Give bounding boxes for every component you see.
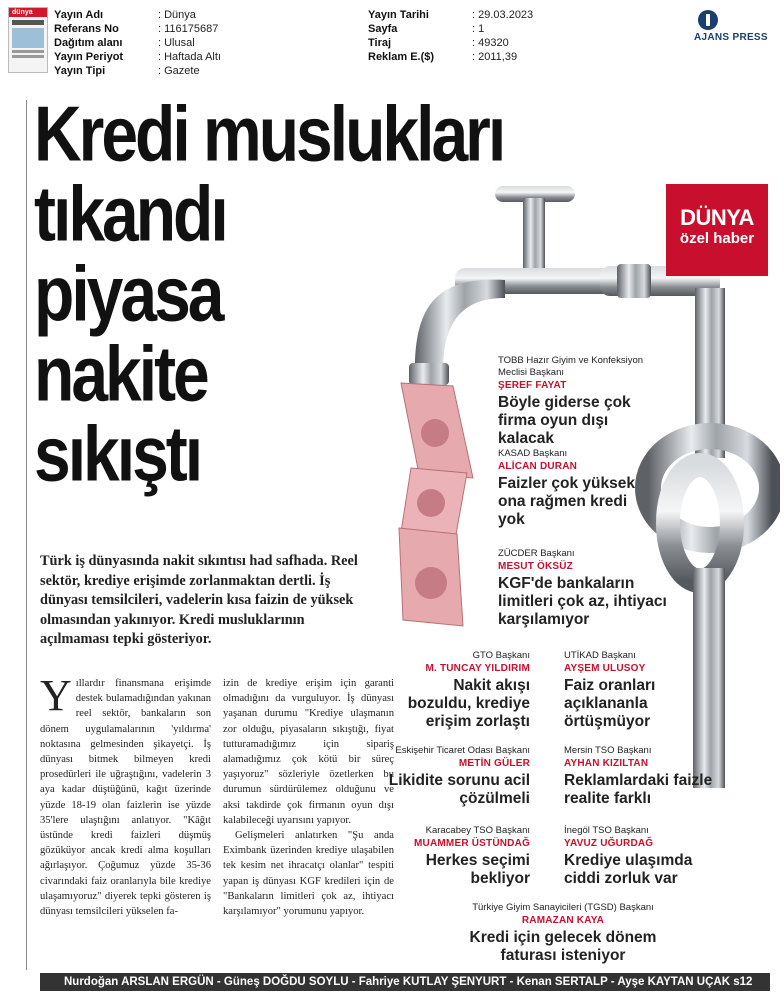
quote-text: Faizler çok yüksek ona rağmen kredi yok bbox=[498, 475, 635, 528]
body-text: izin de krediye erişim için garanti olmadığını da vurguluyor. İş dünyası yaşanan durumu "Krediye ulaşmanın zor olduğu, piyasaların sıkıştığı, fiyat tutturamadığımız için sipariş alamadığımız çok kötü bir süreç yaşıyoruz" sözleriyle özetlerken bu durumun sürdürülemez olduğunu ve aksi takdirde çok firmanın oyun dışı kalabileceği uyarısını yapıyor. bbox=[223, 678, 394, 826]
quote-name: YAVUZ UĞURDAĞ bbox=[564, 838, 654, 849]
quote-block bbox=[498, 448, 648, 529]
quote-org: KASAD Başkanı bbox=[498, 448, 568, 459]
meta-label: Yayın Tarihi bbox=[368, 9, 429, 21]
quote-text: Likidite sorunu acil çözülmeli bbox=[388, 772, 530, 807]
meta-label: Tiraj bbox=[368, 37, 392, 49]
quote-name: ALİCAN DURAN bbox=[498, 461, 578, 472]
quote-block bbox=[564, 650, 714, 731]
quote-block bbox=[392, 825, 530, 888]
meta-label: Dağıtım alanı bbox=[54, 37, 123, 49]
meta-value: : 2011,39 bbox=[472, 51, 518, 63]
quote-text: Herkes seçimi bekliyor bbox=[425, 852, 530, 887]
meta-label: Yayın Periyot bbox=[54, 51, 124, 63]
quote-block bbox=[448, 902, 678, 965]
quote-block bbox=[564, 745, 714, 808]
quote-text: Kredi için gelecek dönem faturası isteniyor bbox=[469, 929, 657, 964]
headline-line: Kredi muslukları bbox=[34, 89, 504, 177]
quote-name: METİN GÜLER bbox=[458, 758, 530, 769]
dunya-ozel-haber-badge: DÜNYA özel haber bbox=[666, 184, 768, 276]
meta-label: Sayfa bbox=[368, 23, 398, 35]
meta-label: Yayın Adı bbox=[54, 9, 104, 21]
lede-paragraph: Türk iş dünyasında nakit sıkıntısı had safhada. Reel sektör, krediye erişimde zorlanmaktan dertli. İş dünyası temsilcileri, vadelerin kısa faizin de yüksek olmasından yakınıyor. Kredi musluklarının açılmaması tepki gösteriyor. bbox=[40, 553, 358, 647]
meta-left bbox=[54, 8, 221, 78]
column-rule bbox=[26, 100, 27, 970]
quote-name: RAMAZAN KAYA bbox=[521, 915, 605, 926]
headline-line: tıkandı bbox=[34, 169, 226, 257]
meta-label: Yayın Tipi bbox=[54, 65, 106, 77]
quote-name: M. TUNCAY YILDIRIM bbox=[425, 663, 530, 674]
quote-text: Faiz oranları açıklananla örtüşmüyor bbox=[564, 677, 656, 730]
meta-value: : 29.03.2023 bbox=[472, 9, 534, 21]
banknote-portrait bbox=[421, 419, 449, 447]
meta-value: : Haftada Altı bbox=[158, 51, 221, 63]
quote-text: KGF'de bankaların limitleri çok az, ihtiyacı karşılamıyor bbox=[498, 575, 667, 628]
ajans-press-icon bbox=[698, 10, 718, 30]
clipping-header bbox=[0, 0, 784, 80]
quote-block bbox=[376, 745, 530, 808]
meta-value: : 1 bbox=[472, 23, 485, 35]
article-body bbox=[40, 671, 395, 919]
meta-value: : 116175687 bbox=[158, 23, 219, 35]
quote-block bbox=[564, 825, 714, 888]
meta-label: Reklam E.($) bbox=[368, 51, 435, 63]
meta-label: Referans No bbox=[54, 23, 119, 35]
quote-org: ZÜCDER Başkanı bbox=[498, 548, 575, 559]
quote-org: TOBB Hazır Giyim ve Konfeksiyon Meclisi Başkanı bbox=[498, 355, 644, 378]
quote-block bbox=[392, 650, 530, 731]
quote-org: Mersin TSO Başkanı bbox=[564, 745, 652, 756]
quote-text: Reklamlardaki faizle realite farklı bbox=[564, 772, 713, 807]
body-column-2 bbox=[223, 676, 394, 919]
meta-value: : Ulusal bbox=[158, 37, 195, 49]
quote-name: AYŞEM ULUSOY bbox=[564, 663, 646, 674]
body-text: ıllardır finansmana erişimde destek bulamadığından yakınan reel sektör, bankaların son dönem uygulamalarının 'yıldırma' noktasına gelmesinden şikayetçi. İş dünyası bitmek bilmeyen kredi prosedürleri ile uğraştığını, vadelerin 3 aya kadar düştüğünü, kağıt üzerinde yüzde 18-19 olan faizlerin ise yüzde 35'lere ulaştığını anlatıyor. "Kâğıt üstünde kredi faizleri düşmüş gözüküyor ancak kredi alma koşulları ağırlaşıyor. Çoğumuz yüzde 35-36 civarındaki faiz oranlarıyla bile krediye ulaşamıyoruz" diyerek tepki gösteren iş dünyası temsilcileri yükselen fa- bbox=[40, 678, 211, 918]
headline-line: sıkıştı bbox=[34, 409, 201, 497]
body-column-1 bbox=[40, 671, 211, 919]
banknote-portrait bbox=[415, 567, 447, 599]
pipe-nut bbox=[617, 264, 651, 298]
quote-name: ŞEREF FAYAT bbox=[498, 380, 567, 391]
newspaper-thumbnail: dünya bbox=[8, 7, 48, 73]
quote-name: MUAMMER ÜSTÜNDAĞ bbox=[414, 838, 530, 849]
quote-name: MESUT ÖKSÜZ bbox=[498, 561, 573, 572]
quote-text: Krediye ulaşımda ciddi zorluk var bbox=[564, 852, 693, 887]
meta-value: : Gazete bbox=[158, 65, 200, 77]
pipe-knot-loop bbox=[668, 465, 732, 581]
banknote-portrait bbox=[417, 489, 445, 517]
quote-org: Eskişehir Ticaret Odası Başkanı bbox=[395, 745, 530, 756]
ajans-press-logo: AJANS PRESS bbox=[694, 10, 778, 44]
quote-org: GTO Başkanı bbox=[472, 650, 530, 661]
faucet-stem bbox=[523, 198, 545, 278]
byline-bar: Nurdoğan ARSLAN ERGÜN - Güneş DOĞDU SOYLU - Fahriye KUTLAY ŞENYURT - Kenan SERTALP - Ayşe KAYTAN UÇAK s12 bbox=[40, 973, 770, 991]
banknotes bbox=[399, 383, 473, 626]
meta-value: : Dünya bbox=[158, 9, 196, 21]
spout-tip bbox=[409, 363, 449, 385]
faucet-spout bbox=[415, 280, 505, 373]
drop-cap: Y bbox=[40, 671, 72, 720]
body-text: Gelişmeleri anlatırken "Şu anda Eximbank üzerinden krediye ulaşabilen tek kesim net ihracatçı olanlar" tespiti yapan iş dünyası KGF kredileri için de "Bankaların limitleri çok az, ihtiyacı karşılamıyor" yorumunu yapıyor. bbox=[223, 830, 394, 918]
quote-text: Böyle giderse çok firma oyun dışı kalacak bbox=[498, 394, 631, 447]
headline-line: nakite bbox=[34, 329, 207, 417]
quote-org: Karacabey TSO Başkanı bbox=[425, 825, 530, 836]
quote-text: Nakit akışı bozuldu, krediye erişim zorlaştı bbox=[407, 677, 530, 730]
quote-name: AYHAN KIZILTAN bbox=[564, 758, 649, 769]
quote-org: Türkiye Giyim Sanayicileri (TGSD) Başkanı bbox=[472, 902, 654, 913]
meta-value: : 49320 bbox=[472, 37, 509, 49]
quote-block bbox=[498, 355, 668, 448]
meta-right bbox=[368, 8, 533, 64]
quote-org: İnegöl TSO Başkanı bbox=[564, 825, 649, 836]
headline-line: piyasa bbox=[34, 249, 222, 337]
quote-block bbox=[498, 548, 668, 629]
quote-org: UTİKAD Başkanı bbox=[564, 650, 636, 661]
